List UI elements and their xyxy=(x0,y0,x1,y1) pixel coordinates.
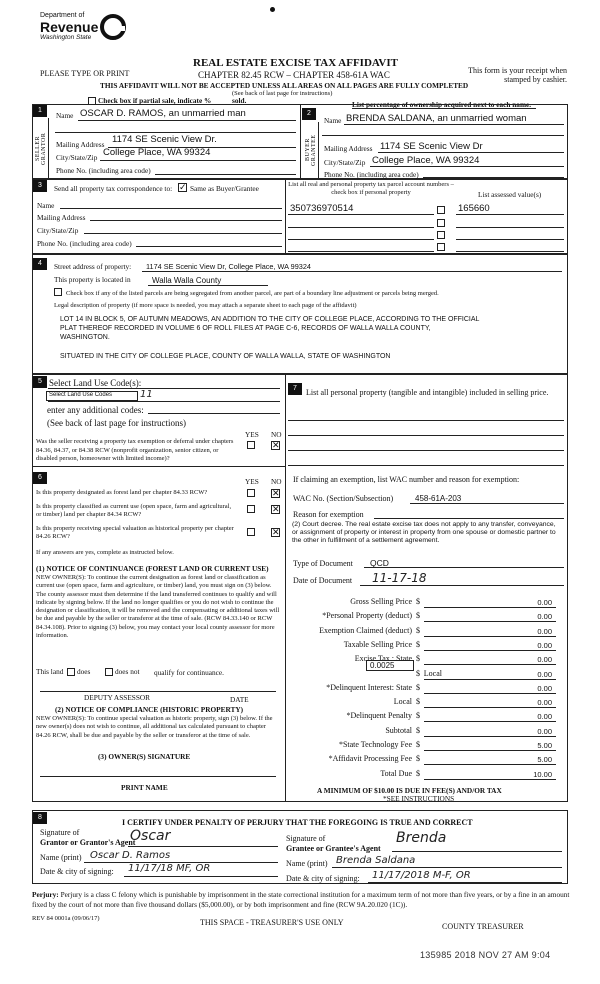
ownership-note: List percentage of ownership acquired next to each name. xyxy=(352,100,532,109)
sec3-city-label: City/State/Zip xyxy=(37,226,79,235)
dollar-sign: $ xyxy=(416,754,420,763)
personal-property-checkbox-1[interactable] xyxy=(437,206,445,214)
sec6-q2-yes-checkbox[interactable] xyxy=(247,505,255,513)
send-correspondence-label: Send all property tax correspondence to: xyxy=(54,184,173,193)
certify-statement: I CERTIFY UNDER PENALTY OF PERJURY THAT THE FOREGOING IS TRUE AND CORRECT xyxy=(122,818,473,827)
section-8-number: 8 xyxy=(33,812,47,824)
grantee-sig-label-2: Grantee or Grantee's Agent xyxy=(286,844,381,853)
exemption-label: If claiming an exemption, list WAC number and reason for exemption: xyxy=(293,475,520,484)
qualify-label: qualify for continuance. xyxy=(154,668,224,677)
does-not-label: does not xyxy=(115,667,140,676)
buyer-phone-label: Phone No. (including area code) xyxy=(324,170,419,179)
sec3-name-label: Name xyxy=(37,201,55,210)
tax-row-value[interactable]: 0.00 xyxy=(537,684,552,693)
reason-label: Reason for exemption xyxy=(293,510,364,519)
please-type: PLEASE TYPE OR PRINT xyxy=(40,69,130,78)
assessed-header: List assessed value(s) xyxy=(478,190,542,199)
form-chapter: CHAPTER 82.45 RCW – CHAPTER 458-61A WAC xyxy=(198,70,390,80)
same-as-buyer-label: Same as Buyer/Grantee xyxy=(190,184,259,193)
deputy-date-label: DATE xyxy=(230,695,249,704)
legal-description-label: Legal description of property (if more space is needed, you may attach a separate sheet to each page of the affidavit) xyxy=(54,302,357,309)
tax-row-value[interactable]: 0.00 xyxy=(537,712,552,721)
tax-row-value[interactable]: 0.00 xyxy=(537,612,552,621)
seller-mailing[interactable]: 1174 SE Scenic View Dr. xyxy=(112,134,217,145)
tax-row-value[interactable]: 0.00 xyxy=(537,698,552,707)
tax-row-value[interactable]: 10.00 xyxy=(533,770,552,779)
tax-row-label: Subtotal xyxy=(385,726,412,735)
assessed-value[interactable]: 165660 xyxy=(458,203,490,214)
legal-line-1: LOT 14 IN BLOCK 5, OF AUTUMN MEADOWS, AN ADDITION TO THE CITY OF COLLEGE PLACE, ACCORDING TO THE OFFICIAL xyxy=(60,316,480,323)
agency-logo xyxy=(40,12,98,42)
grantee-date-city[interactable]: 11/17/2018 M-F, OR xyxy=(372,870,471,881)
sec6-yes-header: YES xyxy=(245,477,259,486)
tax-row-value[interactable]: 0.00 xyxy=(537,727,552,736)
located-in-label: This property is located in xyxy=(54,275,131,284)
grantor-date-city[interactable]: 11/17/18 MF, OR xyxy=(128,863,211,874)
print-name-label: PRINT NAME xyxy=(121,783,168,792)
same-as-buyer-checkbox[interactable]: ✓ xyxy=(179,182,187,192)
seller-phone-label: Phone No. (including area code) xyxy=(56,166,151,175)
personal-property-checkbox-3[interactable] xyxy=(437,231,445,239)
local-rate[interactable]: 0.0025 xyxy=(370,661,395,670)
see-instructions-note: *SEE INSTRUCTIONS xyxy=(383,794,455,803)
minimum-note: A MINIMUM OF $10.00 IS DUE IN FEE(S) AND/OR TAX xyxy=(317,786,502,795)
dollar-sign: $ xyxy=(416,711,420,720)
parcel-number[interactable]: 350736970514 xyxy=(290,203,354,214)
sec6-q3-yes-checkbox[interactable] xyxy=(247,528,255,536)
grantor-print-label: Name (print) xyxy=(40,853,82,862)
personal-property-label: List all personal property (tangible and intangible) included in selling price. xyxy=(306,388,549,397)
dollar-sign: $ xyxy=(416,726,420,735)
grantee-print-label: Name (print) xyxy=(286,859,328,868)
seller-side-label: SELLER GRANTOR xyxy=(35,132,47,166)
seller-name[interactable]: OSCAR D. RAMOS, an unmarried man xyxy=(80,108,246,119)
document-date[interactable]: 11-17-18 xyxy=(372,571,427,585)
reason-text[interactable]: (2) Court decree. The real estate excise tax does not apply to any transfer, conveyance, or assignment of property or interest in property from one spouse or domestic partner to the other in fulfillment of a settlement agreement. xyxy=(292,521,556,545)
tax-row-label: *State Technology Fee xyxy=(338,740,412,749)
wac-number[interactable]: 458-61A-203 xyxy=(415,494,462,503)
section-3-number: 3 xyxy=(33,180,47,192)
seller-city-label: City/State/Zip xyxy=(56,153,98,162)
form-warning: THIS AFFIDAVIT WILL NOT BE ACCEPTED UNLESS ALL AREAS ON ALL PAGES ARE FULLY COMPLETED xyxy=(100,81,469,90)
tax-row-label: Taxable Selling Price xyxy=(343,640,412,649)
legal-line-2: PLAT THEREOF RECORDED IN VOLUME 6 OF ROLL FILES AT PAGE C-6, RECORDS OF WALLA WALLA COUNTY, xyxy=(60,325,431,332)
dollar-sign: $ xyxy=(416,769,420,778)
sec5-no-header: NO xyxy=(271,430,282,439)
if-yes-note: If any answers are yes, complete as instructed below. xyxy=(36,549,174,556)
form-revision: REV 84 0001a (09/06/17) xyxy=(32,915,100,922)
punch-dot xyxy=(270,7,275,12)
perjury-statement xyxy=(32,890,572,909)
see-back-note: (See back of last page for instructions) xyxy=(232,90,333,97)
agency-line2: Revenue xyxy=(40,19,99,35)
county-treasurer-label: COUNTY TREASURER xyxy=(442,922,524,931)
receipt-note: This form is your receipt when stamped by cashier. xyxy=(468,66,567,84)
tax-row-label: Local xyxy=(423,669,442,678)
tax-row-label: Total Due xyxy=(380,769,412,778)
notice-2-body: NEW OWNER(S): To continue special valuation as historic property, sign (3) below. If the new owner(s) does not wish to continue, all additional tax calculated pursuant to chapter 84.26 RCW, shall be due and payable by the seller or transferor at the time of sale. xyxy=(36,715,273,739)
form-title: REAL ESTATE EXCISE TAX AFFIDAVIT xyxy=(193,57,398,69)
sec6-question-1: Is this property designated as forest land per chapter 84.33 RCW? xyxy=(36,489,208,496)
grantor-print-name[interactable]: Oscar D. Ramos xyxy=(90,850,171,861)
land-use-select[interactable] xyxy=(46,391,138,401)
additional-codes-label: enter any additional codes: xyxy=(47,405,144,415)
tax-row-label: *Affidavit Processing Fee xyxy=(328,754,412,763)
tax-row-value[interactable]: 0.00 xyxy=(537,655,552,664)
tax-row-label: *Personal Property (deduct) xyxy=(322,611,412,620)
seller-name-label: Name xyxy=(56,111,74,120)
notice-1-body: NEW OWNER(S): To continue the current designation as forest land or classification as current use (open space, farm and agriculture, or timber) land, you must sign on (3) below. The county assessor must then determine if the land transferred continues to qualify and will indicate by signing below. If the land no longer qualifies or you do not wish to continue the designation or classification, it will be removed and the compensating or additional taxes will be due and payable by the seller or transferor at the time of sale. (RCW 84.33.140 or RCW 84.34.108). Prior to signing (3) below, you may contact your local county assessor for more information. xyxy=(36,574,280,640)
buyer-name-label: Name xyxy=(324,116,342,125)
document-type-label: Type of Document xyxy=(293,559,353,568)
grantee-date-label: Date & city of signing: xyxy=(286,874,360,883)
personal-property-checkbox-4[interactable] xyxy=(437,243,445,251)
does-label: does xyxy=(77,667,91,676)
grantor-date-label: Date & city of signing: xyxy=(40,867,114,876)
segregate-label: Check box if any of the listed parcels are being segregated from another parcel, are part of a boundary line adjustment or parcels being merged. xyxy=(66,290,439,297)
notice-2-title: (2) NOTICE OF COMPLIANCE (HISTORIC PROPERTY) xyxy=(55,705,244,714)
agency-line3: Washington State xyxy=(40,34,92,41)
dollar-sign: $ xyxy=(416,654,420,663)
sec6-question-2: Is this property classified as current use (open space, farm and agricultural, or timber) land per chapter 84.34 RCW? xyxy=(36,503,232,518)
agency-line1: Department of xyxy=(40,12,85,19)
sec5-q1-yes-checkbox[interactable] xyxy=(247,441,255,449)
this-land-label: This land xyxy=(36,667,64,676)
wac-label: WAC No. (Section/Subsection) xyxy=(293,494,394,503)
section-7-number: 7 xyxy=(288,383,302,395)
tax-row-label: Gross Selling Price xyxy=(350,597,412,606)
dollar-sign: $ xyxy=(416,683,420,692)
sec6-q3-no-checkbox[interactable]: ✕ xyxy=(272,527,280,537)
segregate-checkbox[interactable] xyxy=(54,288,62,296)
sec5-see-back: (See back of last page for instructions) xyxy=(47,418,186,428)
dollar-sign: $ xyxy=(416,611,420,620)
deputy-assessor-label: DEPUTY ASSESSOR xyxy=(84,693,151,702)
document-type[interactable]: QCD xyxy=(370,558,389,568)
section-5-number: 5 xyxy=(33,376,47,388)
sec6-no-header: NO xyxy=(271,477,282,486)
buyer-mailing[interactable]: 1174 SE Scenic View Dr xyxy=(380,141,483,152)
sec6-q1-no-checkbox[interactable]: ✕ xyxy=(272,488,280,498)
buyer-city[interactable]: College Place, WA 99324 xyxy=(372,155,480,166)
grantor-sig-label-2: Grantor or Grantor's Agent xyxy=(40,838,136,847)
dollar-sign: $ xyxy=(416,697,420,706)
tax-row-label: Local xyxy=(393,697,412,706)
dollar-sign: $ xyxy=(416,597,420,606)
sec6-question-3: Is this property receiving special valuation as historical property per chapter 84.26 RCW? xyxy=(36,525,234,540)
buyer-side-label: BUYER GRANTEE xyxy=(305,134,317,166)
street-address[interactable]: 1174 SE Scenic View Dr, College Place, WA 99324 xyxy=(146,262,311,271)
dollar-sign: $ xyxy=(416,669,420,678)
partial-sale-label: Check box if partial sale, indicate % xyxy=(98,96,212,105)
seller-city[interactable]: College Place, WA 99324 xyxy=(103,147,211,158)
legal-line-4: SITUATED IN THE CITY OF COLLEGE PLACE, COUNTY OF WALLA WALLA, STATE OF WASHINGTON xyxy=(60,353,391,360)
grantee-signature[interactable]: Brenda xyxy=(396,830,447,846)
buyer-mailing-label: Mailing Address xyxy=(324,144,373,153)
tax-row-value[interactable]: 0.00 xyxy=(537,598,552,607)
tax-row-label: Excise Tax : State xyxy=(354,654,412,663)
sec6-q1-yes-checkbox[interactable] xyxy=(247,489,255,497)
notice-1-title: (1) NOTICE OF CONTINUANCE (FOREST LAND OR CURRENT USE) xyxy=(36,564,269,573)
section-2-number: 2 xyxy=(302,108,316,120)
grantee-sig-label-1: Signature of xyxy=(286,834,326,843)
treasurer-space-label: THIS SPACE - TREASURER'S USE ONLY xyxy=(200,918,344,927)
dollar-sign: $ xyxy=(416,640,420,649)
sec3-phone-label: Phone No. (including area code) xyxy=(37,239,132,248)
buyer-name[interactable]: BRENDA SALDANA, an unmarried woman xyxy=(346,113,527,124)
sec5-q1-no-checkbox[interactable]: ✕ xyxy=(272,440,280,450)
does-checkbox[interactable] xyxy=(67,668,75,676)
parcel-list-header: List all real and personal property tax parcel account numbers – check box if personal property xyxy=(288,181,454,196)
tax-row-value[interactable]: 0.00 xyxy=(537,641,552,650)
land-use-value[interactable]: 11 xyxy=(140,389,153,400)
treasurer-stamp: 135985 2018 NOV 27 AM 9:04 xyxy=(420,950,551,960)
tax-row-value[interactable]: 0.00 xyxy=(537,670,552,679)
tax-row-value[interactable]: 5.00 xyxy=(537,755,552,764)
owner-signature-label: (3) OWNER(S) SIGNATURE xyxy=(98,752,191,761)
buyer-city-label: City/State/Zip xyxy=(324,158,366,167)
perjury-text: Perjury is a class C felony which is punishable by imprisonment in the state correctional institution for a maximum term of not more than five years, or by a fine in an amount fixed by the court of not more than five thousand dollars ($5,000.00), or by both imprisonment and fine (RCW 9A.20.020 (1C)). xyxy=(32,890,570,909)
tax-row-value[interactable]: 5.00 xyxy=(537,741,552,750)
dollar-sign: $ xyxy=(416,626,420,635)
street-address-label: Street address of property: xyxy=(54,262,132,271)
grantor-signature[interactable]: Oscar xyxy=(130,828,171,844)
grantee-print-name[interactable]: Brenda Saldana xyxy=(336,855,416,866)
revenue-logo-icon xyxy=(100,14,126,40)
does-not-checkbox[interactable] xyxy=(105,668,113,676)
personal-property-checkbox-2[interactable] xyxy=(437,219,445,227)
sec5-question-1: Was the seller receiving a property tax exemption or deferral under chapters 84.36, 84.37, or 84.38 RCW (nonprofit organization, senior citizen, or disabled person, homeowner with limited income)? xyxy=(36,438,234,462)
land-use-label: Select Land Use Code(s): xyxy=(49,378,142,388)
tax-row-label: Exemption Claimed (deduct) xyxy=(319,626,412,635)
sold-label: sold. xyxy=(232,96,247,105)
local-rate-box xyxy=(366,660,414,671)
tax-row-label: *Delinquent Penalty xyxy=(346,711,412,720)
section-1-number: 1 xyxy=(33,105,47,117)
perjury-label: Perjury: xyxy=(32,890,59,899)
sec6-q2-no-checkbox[interactable]: ✕ xyxy=(272,504,280,514)
county[interactable]: Walla Walla County xyxy=(152,276,222,285)
section-6-number: 6 xyxy=(33,472,47,484)
dollar-sign: $ xyxy=(416,740,420,749)
grantor-sig-label-1: Signature of xyxy=(40,828,80,837)
land-use-select-text: Select Land Use Codes xyxy=(49,392,113,398)
tax-row-label: *Delinquent Interest: State xyxy=(326,683,412,692)
sec5-yes-header: YES xyxy=(245,430,259,439)
document-date-label: Date of Document xyxy=(293,576,353,585)
seller-mailing-label: Mailing Address xyxy=(56,140,105,149)
tax-row-value[interactable]: 0.00 xyxy=(537,627,552,636)
legal-line-3: WASHINGTON. xyxy=(60,334,110,341)
sec3-mailing-label: Mailing Address xyxy=(37,213,86,222)
section-4-number: 4 xyxy=(33,258,47,270)
